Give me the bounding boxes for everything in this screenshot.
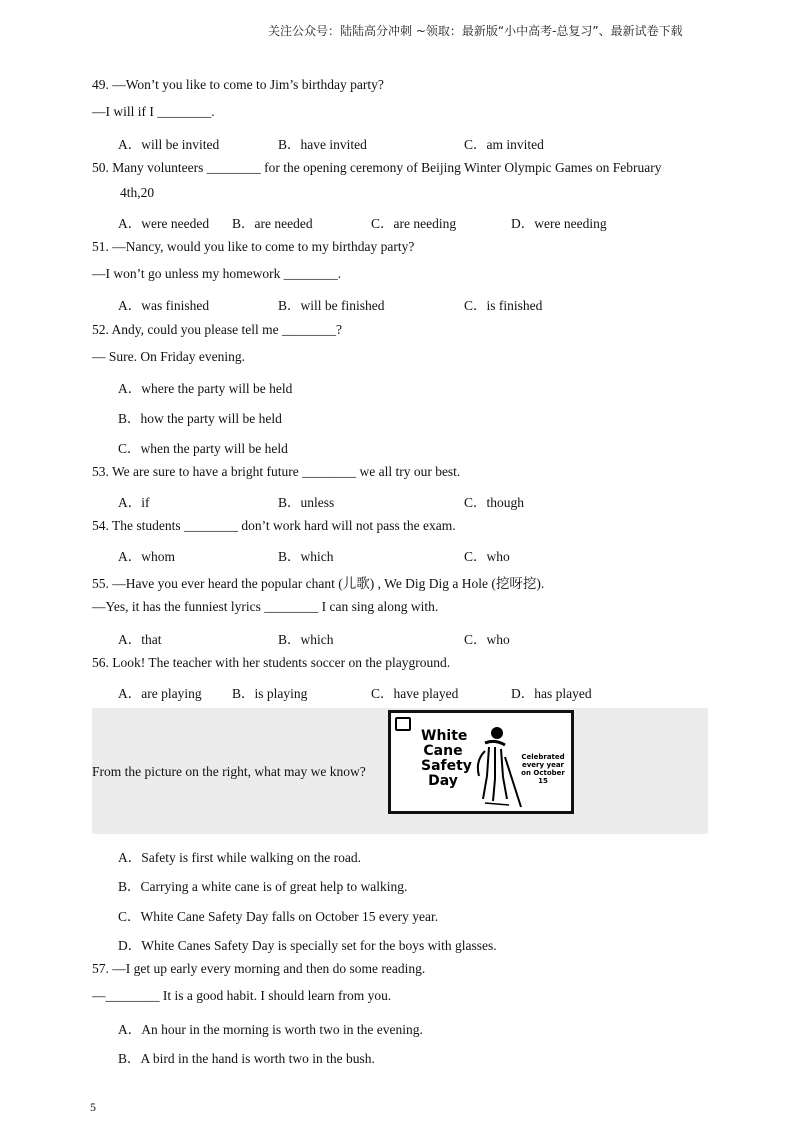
walking-figure-icon	[465, 721, 525, 811]
question-51-option-b[interactable]: B．will be finished	[278, 298, 385, 313]
question-52-stem: 52. Andy, could you please tell me ________?	[92, 322, 342, 337]
question-51-reply: —I won’t go unless my homework ________.	[92, 266, 342, 281]
picture-question-option-d[interactable]: D．White Canes Safety Day is specially set for the boys with glasses.	[118, 938, 497, 953]
question-54-option-c[interactable]: C．who	[464, 549, 510, 564]
picture-question-option-b[interactable]: B．Carrying a white cane is of great help to walking.	[118, 879, 408, 894]
question-50-option-b[interactable]: B．are needed	[232, 216, 313, 231]
question-51-option-a[interactable]: A．was finished	[118, 298, 210, 313]
picture-question-text: From the picture on the right, what may we know?	[92, 764, 366, 779]
question-56-option-b[interactable]: B．is playing	[232, 686, 308, 701]
question-54-option-a[interactable]: A．whom	[118, 549, 175, 564]
question-54-option-b[interactable]: B．which	[278, 549, 334, 564]
question-50-stem-continued: 4th,20	[120, 185, 155, 200]
question-55-reply: —Yes, it has the funniest lyrics ________ I can sing along with.	[92, 599, 439, 614]
sign-side-text: Celebrated every year on October 15	[521, 753, 565, 785]
question-55-option-b[interactable]: B．which	[278, 632, 334, 647]
question-53-option-c[interactable]: C．though	[464, 495, 525, 510]
question-55-stem: 55. —Have you ever heard the popular chant (儿歌) , We Dig Dig a Hole (挖呀挖).	[92, 576, 545, 591]
question-49-option-c[interactable]: C．am invited	[464, 137, 544, 152]
picture-question-option-c[interactable]: C．White Cane Safety Day falls on October 15 every year.	[118, 909, 439, 924]
question-55-option-a[interactable]: A．that	[118, 632, 162, 647]
question-55-option-c[interactable]: C．who	[464, 632, 510, 647]
question-49-option-a[interactable]: A．will be invited	[118, 137, 220, 152]
question-51-option-c[interactable]: C．is finished	[464, 298, 543, 313]
calendar-icon	[395, 717, 411, 731]
question-52-option-a[interactable]: A．where the party will be held	[118, 381, 293, 396]
question-57-option-a[interactable]: A．An hour in the morning is worth two in the evening.	[118, 1022, 423, 1037]
question-54-stem: 54. The students ________ don’t work hard will not pass the exam.	[92, 518, 456, 533]
question-50-option-d[interactable]: D．were needing	[511, 216, 607, 231]
picture-question-option-a[interactable]: A．Safety is first while walking on the road.	[118, 850, 361, 865]
question-56-option-c[interactable]: C．have played	[371, 686, 459, 701]
question-53-option-a[interactable]: A．if	[118, 495, 150, 510]
question-53-stem: 53. We are sure to have a bright future ________ we all try our best.	[92, 464, 461, 479]
question-56-option-a[interactable]: A．are playing	[118, 686, 202, 701]
question-50-option-a[interactable]: A．were needed	[118, 216, 210, 231]
question-49-reply: —I will if I ________.	[92, 104, 215, 119]
question-49-option-b[interactable]: B．have invited	[278, 137, 367, 152]
question-49-stem: 49. —Won’t you like to come to Jim’s birthday party?	[92, 77, 384, 92]
question-57-reply: —________ It is a good habit. I should learn from you.	[92, 988, 392, 1003]
question-56-stem: 56. Look! The teacher with her students soccer on the playground.	[92, 655, 451, 670]
question-57-option-b[interactable]: B．A bird in the hand is worth two in the bush.	[118, 1051, 375, 1066]
sign-title: White Cane Safety Day	[421, 728, 472, 789]
question-51-stem: 51. —Nancy, would you like to come to my birthday party?	[92, 239, 415, 254]
question-52-option-c[interactable]: C．when the party will be held	[118, 441, 288, 456]
question-50-stem: 50. Many volunteers ________ for the opening ceremony of Beijing Winter Olympic Games on February	[92, 160, 662, 175]
page-header: 关注公众号：陆陆高分冲刺 ~领取：最新版“小中高考-总复习”、最新试卷下载	[268, 24, 683, 38]
picture-question-banner	[92, 708, 708, 834]
question-53-option-b[interactable]: B．unless	[278, 495, 335, 510]
white-cane-sign-image	[388, 710, 574, 814]
question-52-option-b[interactable]: B．how the party will be held	[118, 411, 282, 426]
question-57-stem: 57. —I get up early every morning and then do some reading.	[92, 961, 426, 976]
question-52-reply: — Sure. On Friday evening.	[92, 349, 245, 364]
question-56-option-d[interactable]: D．has played	[511, 686, 592, 701]
question-50-option-c[interactable]: C．are needing	[371, 216, 457, 231]
page-number: 5	[90, 1100, 96, 1114]
